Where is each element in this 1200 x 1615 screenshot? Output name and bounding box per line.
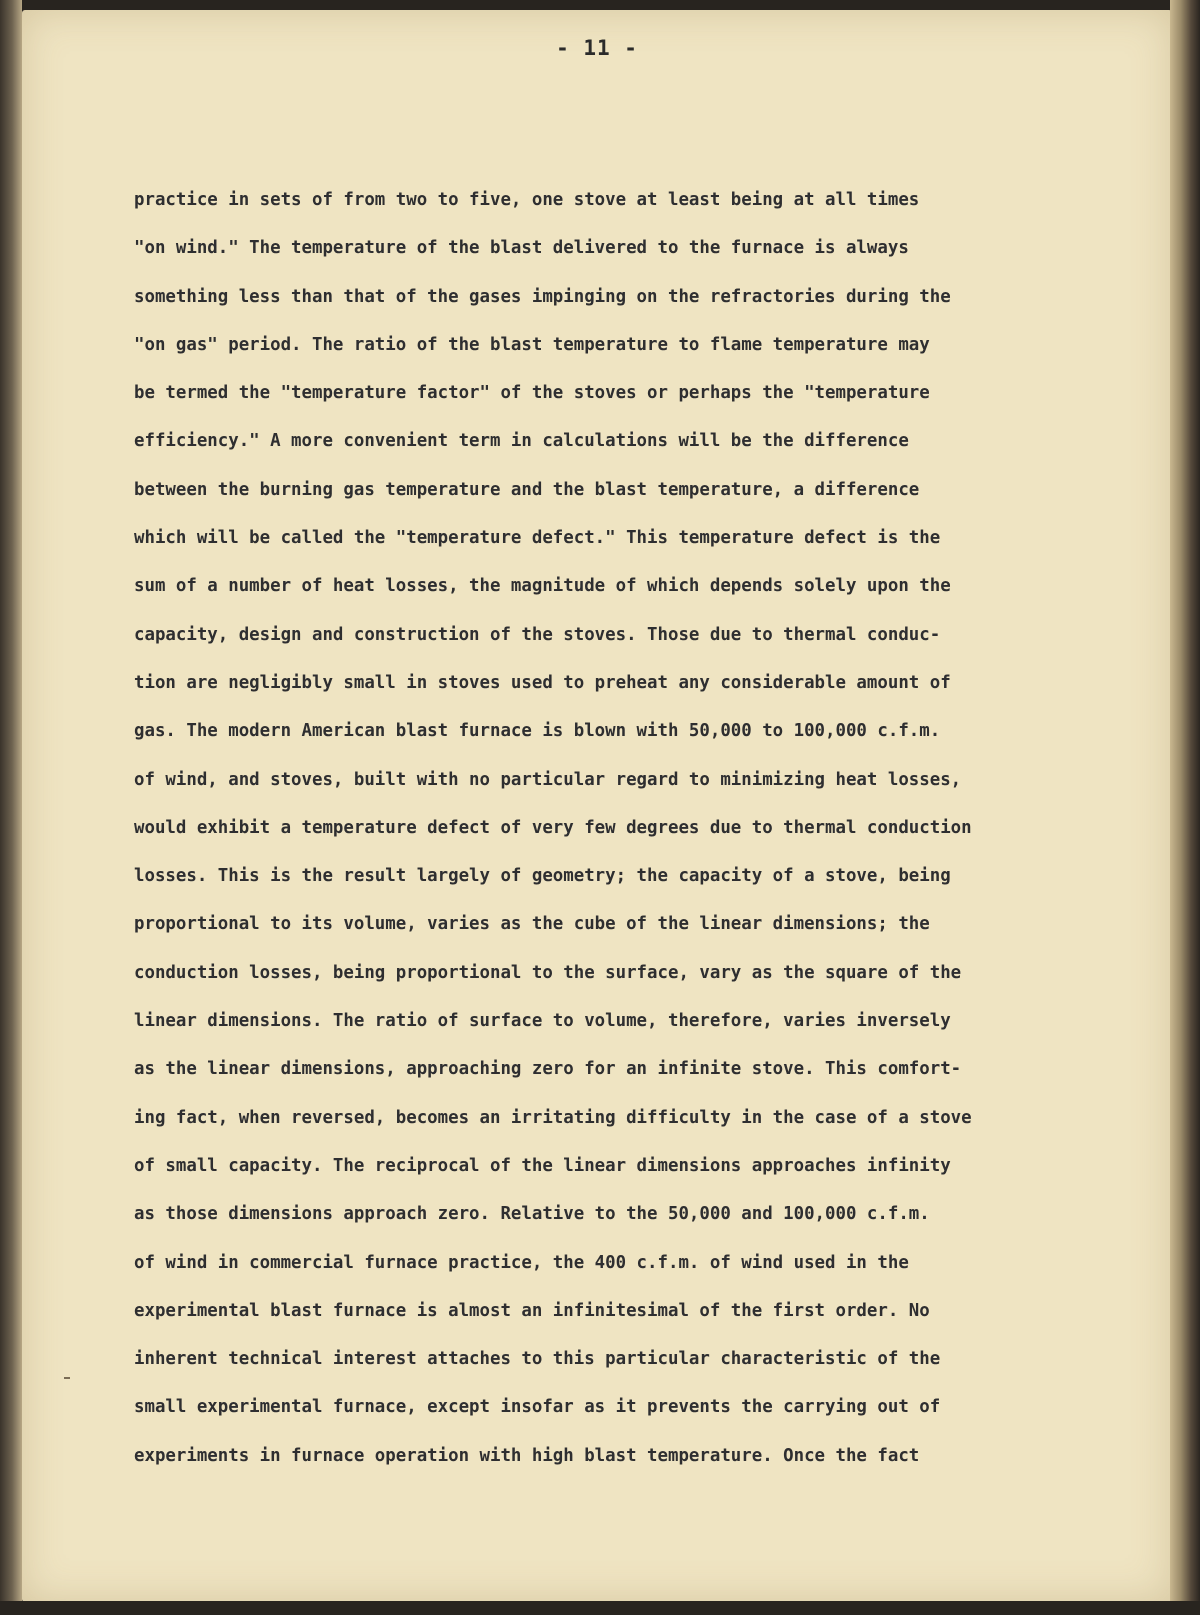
text-line: gas. The modern American blast furnace is blown with 50,000 to 100,000 c.f.m. [134,721,941,742]
text-line: "on gas" period. The ratio of the blast temperature to flame temperature may [134,334,930,355]
text-line: of wind in commercial furnace practice, the 400 c.f.m. of wind used in the [134,1252,909,1273]
text-line: losses. This is the result largely of geometry; the capacity of a stove, being [134,866,951,887]
text-line: inherent technical interest attaches to this particular characteristic of the [134,1349,941,1370]
text-line: something less than that of the gases impinging on the refractories during the [134,286,951,307]
text-line: as those dimensions approach zero. Relative to the 50,000 and 100,000 c.f.m. [134,1204,930,1225]
body-text [134,176,1134,1480]
text-line: be termed the "temperature factor" of the stoves or perhaps the "temperature [134,383,930,404]
scan-bottom-edge [0,1601,1200,1615]
text-line: as the linear dimensions, approaching zero for an infinite stove. This comfort- [134,1059,962,1080]
text-line: conduction losses, being proportional to the surface, vary as the square of the [134,962,962,983]
text-line: tion are negligibly small in stoves used to preheat any considerable amount of [134,672,951,693]
margin-mark [64,1377,70,1379]
text-line: efficiency." A more convenient term in calculations will be the difference [134,431,909,452]
text-line: "on wind." The temperature of the blast delivered to the furnace is always [134,238,909,259]
text-line: experimental blast furnace is almost an infinitesimal of the first order. No [134,1300,930,1321]
text-line: small experimental furnace, except insofar as it prevents the carrying out of [134,1397,941,1418]
text-line: of small capacity. The reciprocal of the linear dimensions approaches infinity [134,1155,951,1176]
book-binding-left [0,0,22,1615]
text-line: between the burning gas temperature and the blast temperature, a difference [134,479,920,500]
text-line: sum of a number of heat losses, the magnitude of which depends solely upon the [134,576,951,597]
document-page [22,10,1172,1602]
text-line: of wind, and stoves, built with no particular regard to minimizing heat losses, [134,769,962,790]
text-line: practice in sets of from two to five, one stove at least being at all times [134,190,920,210]
text-line: proportional to its volume, varies as the cube of the linear dimensions; the [134,914,930,935]
book-binding-right [1170,0,1200,1615]
text-line: ing fact, when reversed, becomes an irritating difficulty in the case of a stove [134,1107,972,1128]
text-line: capacity, design and construction of the stoves. Those due to thermal conduc- [134,624,941,645]
text-line: which will be called the "temperature defect." This temperature defect is the [134,528,941,549]
page-number: - 11 - [556,36,638,60]
text-line: linear dimensions. The ratio of surface to volume, therefore, varies inversely [134,1011,951,1032]
text-line: experiments in furnace operation with high blast temperature. Once the fact [134,1445,920,1466]
text-line: would exhibit a temperature defect of very few degrees due to thermal conduction [134,817,972,838]
